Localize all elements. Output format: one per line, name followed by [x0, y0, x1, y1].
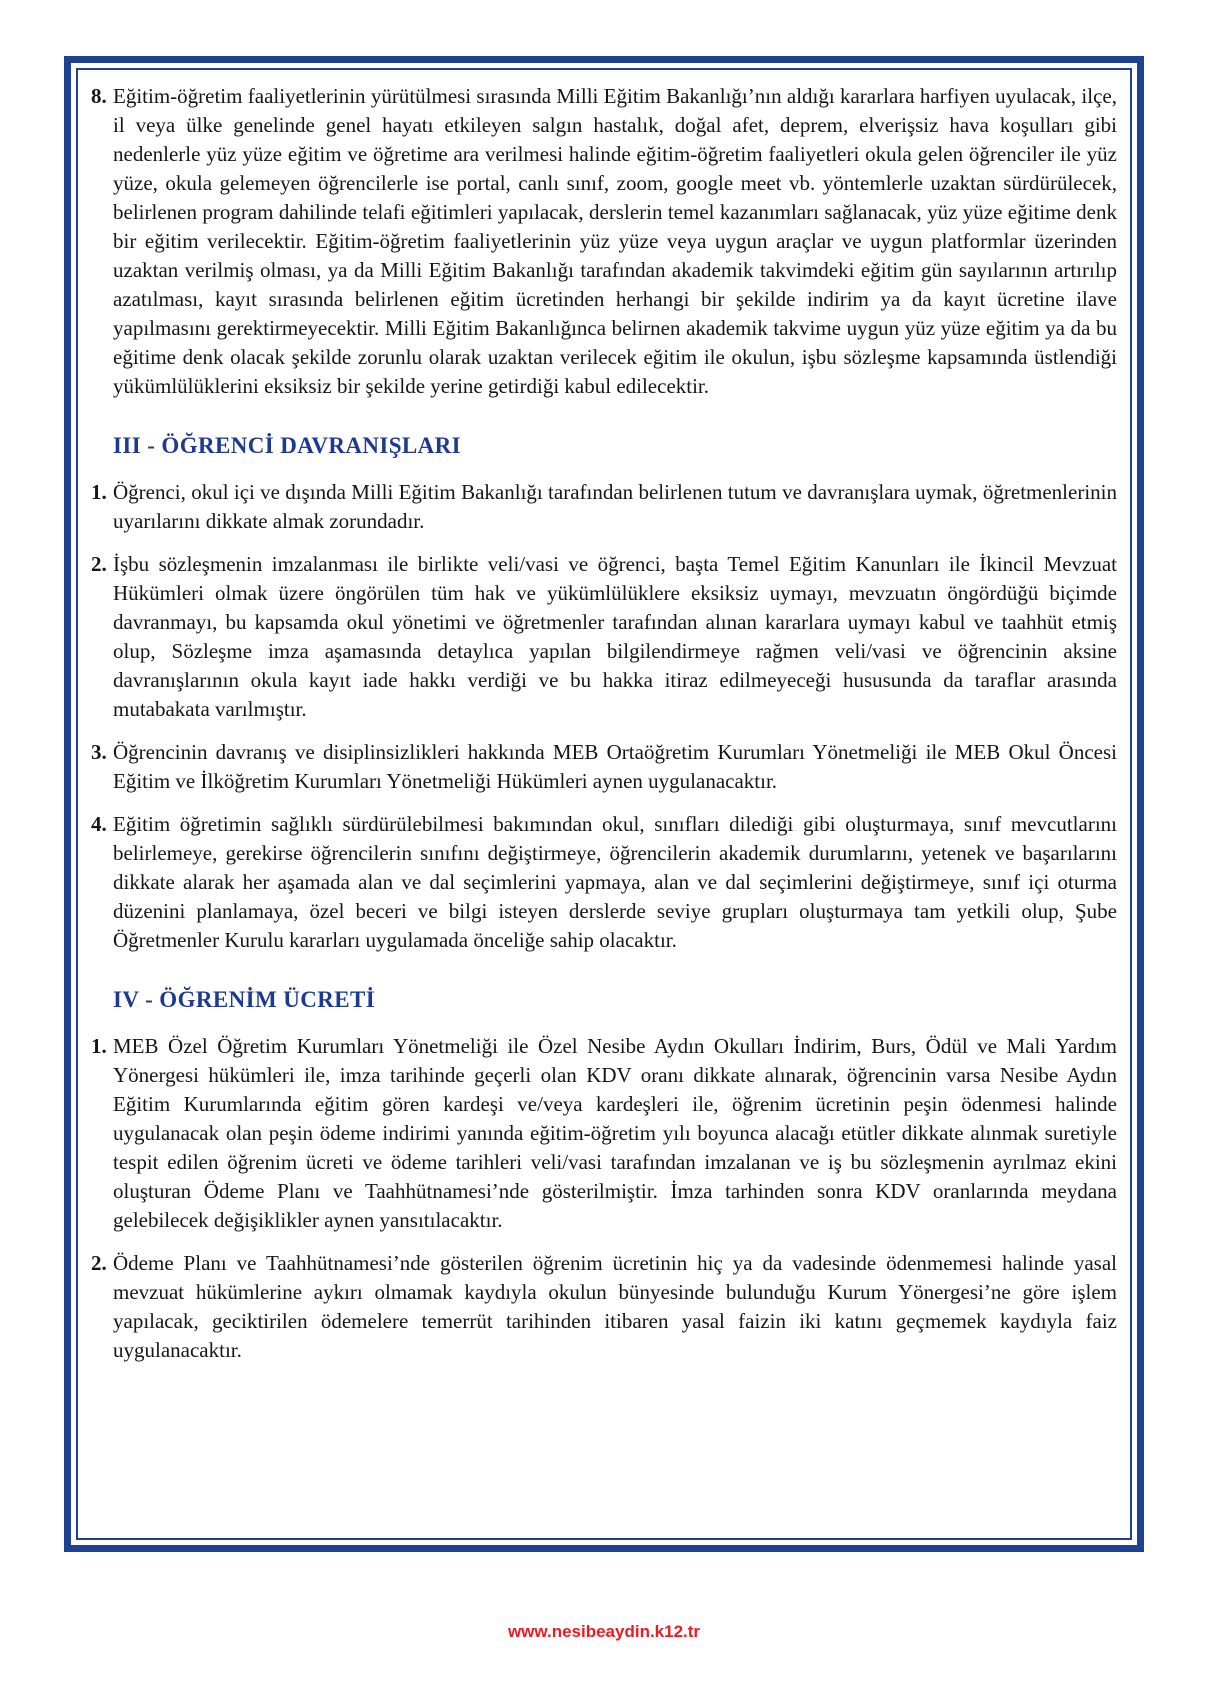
item-text: MEB Özel Öğretim Kurumları Yönetmeliği ile Özel Nesibe Aydın Okulları İndirim, Burs, Ödül ve Mali Yardım Yönergesi hükümleri ile, imza tarihinde geçerli olan KDV oranı dikkate alınarak, öğrencinin varsa Nesibe Aydın Eğitim Kurumlarında eğitim gören kardeşi ve/veya kardeşleri ile, öğrenim ücretinin peşin ödenmesi halinde uygulanacak olan peşin ödeme indirimi yanında eğitim-öğretim yılı boyunca alacağı etütler dikkate alınmak suretiyle tespit edilen öğrenim ücreti ve ödeme tarihleri veli/vasi tarafından imzalanan ve iş bu sözleşmenin ayrılmaz ekini oluşturan Ödeme Planı ve Taahhütnamesi’nde gösterilmiştir. İmza tarhinden sonra KDV oranlarında meydana gelebilecek değişiklikler aynen yansıtılacaktır.	[113, 1034, 1117, 1232]
list-item	[91, 1032, 1117, 1235]
list-item	[91, 738, 1117, 796]
item-text: Eğitim-öğretim faaliyetlerinin yürütülmesi sırasında Milli Eğitim Bakanlığı’nın aldığı kararlara harfiyen uyulacak, ilçe, il veya ülke genelinde genel hayatı etkileyen salgın hastalık, doğal afet, deprem, elverişsiz hava koşulları gibi nedenlerle yüz yüze eğitim ve öğretime ara verilmesi halinde eğitim-öğretim faaliyetleri okula gelen öğrenciler ile yüz yüze, okula gelemeyen öğrencilerle ise portal, canlı sınıf, zoom, google meet vb. yöntemlerle uzaktan sürdürülecek, belirlenen program dahilinde telafi eğitimleri yapılacak, derslerin temel kazanımları sağlanacak, yüz yüze eğitime denk bir eğitim verilecektir. Eğitim-öğretim faaliyetlerinin yüz yüze veya uygun araçlar ve uygun platformlar üzerinden uzaktan verilmiş olması, ya da Milli Eğitim Bakanlığı tarafından akademik takvimdeki eğitim gün sayılarının artırılıp azatılması, kayıt sırasında belirlenen eğitim ücretinden herhangi bir şekilde indirim ya da kayıt ücretine ilave yapılmasını gerektirmeyecektir. Milli Eğitim Bakanlığınca belirnen akademik takvime uygun yüz yüze eğitim ya da bu eğitime denk olacak şekilde zorunlu olarak uzaktan verilecek eğitim ile okulun, işbu sözleşme kapsamında üstlendiği yükümlülüklerini eksiksiz bir şekilde yerine getirdiği kabul edilecektir.	[113, 84, 1117, 398]
list-item	[91, 82, 1117, 401]
section-heading-ogrenim-ucreti: IV - ÖĞRENİM ÜCRETİ	[113, 987, 376, 1012]
item-number: 1.	[91, 480, 107, 504]
document-frame-inner-border	[76, 68, 1132, 1540]
item-text: Eğitim öğretimin sağlıklı sürdürülebilmesi bakımından okul, sınıfları dilediği gibi oluşturmaya, sınıf mevcutlarını belirlemeye, gerekirse öğrencilerin sınıfını değiştirmeye, öğrencilerin akademik durumlarını, yetenek ve başarılarını dikkate alarak her aşamada alan ve dal seçimlerini yapmaya, alan ve dal seçimlerini değiştirmeye, sınıf içi oturma düzenini planlamaya, özel beceri ve bilgi isteyen derslerde seviye grupları oluşturmaya tam yetkili olup, Şube Öğretmenler Kurulu kararları uygulamada önceliğe sahip olacaktır.	[113, 812, 1117, 952]
item-number: 3.	[91, 740, 107, 764]
list-item	[91, 810, 1117, 955]
list-item	[91, 1249, 1117, 1365]
item-number: 8.	[91, 84, 107, 108]
item-text: Öğrencinin davranış ve disiplinsizlikleri hakkında MEB Ortaöğretim Kurumları Yönetmeliği ile MEB Okul Öncesi Eğitim ve İlköğretim Kurumları Yönetmeliği Hükümleri aynen uygulanacaktır.	[113, 740, 1117, 793]
list-item	[91, 478, 1117, 536]
item-number: 2.	[91, 552, 107, 576]
item-number: 1.	[91, 1034, 107, 1058]
contract-text-body	[78, 70, 1130, 1538]
list-item	[91, 550, 1117, 724]
item-text: İşbu sözleşmenin imzalanması ile birlikte veli/vasi ve öğrenci, başta Temel Eğitim Kanunları ile İkincil Mevzuat Hükümleri olmak üzere öngörülen tüm hak ve yükümlülüklere eksiksiz uymayı, mevzuatın öngördüğü biçimde davranmayı, bu kapsamda okul yönetimi ve öğretmenler tarafından alınan kararlara uymayı kabul ve taahhüt etmiş olup, Sözleşme imza aşamasında detaylıca yapılan bilgilendirmeye rağmen veli/vasi ve öğrencinin aksine davranışlarının okula kayıt iade hakkı verdiği ve bu hakka itiraz edilmeyeceği hususunda da taraflar arasında mutabakata varılmıştır.	[113, 552, 1117, 721]
item-number: 2.	[91, 1251, 107, 1275]
section-heading-ogrenci-davranislari: III - ÖĞRENCİ DAVRANIŞLARI	[113, 433, 462, 458]
item-text: Öğrenci, okul içi ve dışında Milli Eğitim Bakanlığı tarafından belirlenen tutum ve davranışlara uymak, öğretmenlerinin uyarılarını dikkate almak zorundadır.	[113, 480, 1117, 533]
document-frame	[64, 56, 1144, 1552]
item-text: Ödeme Planı ve Taahhütnamesi’nde gösterilen öğrenim ücretinin hiç ya da vadesinde ödenmemesi halinde yasal mevzuat hükümlerine aykırı olmamak kaydıyla okulun bünyesinde bulunduğu Kurum Yönergesi’ne göre işlem yapılacak, geciktirilen ödemelere temerrüt tarihinden itibaren yasal faizin iki katını geçmemek kaydıyla faiz uygulanacaktır.	[113, 1251, 1117, 1362]
footer-website-url: www.nesibeaydin.k12.tr	[507, 1622, 701, 1641]
item-number: 4.	[91, 812, 107, 836]
